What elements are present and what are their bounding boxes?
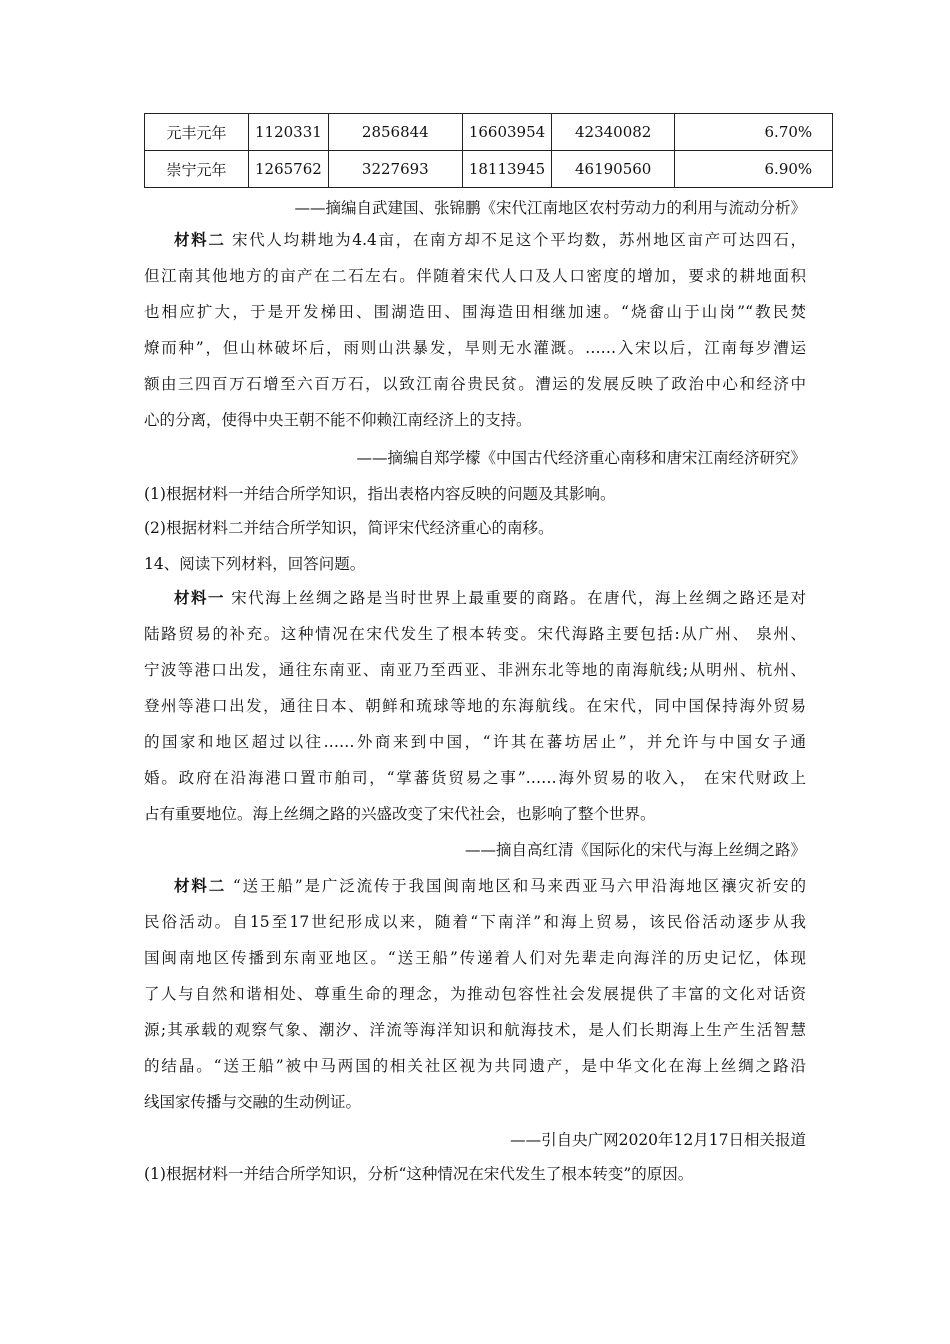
table-row — [145, 151, 833, 188]
material-label: 材料二 — [174, 230, 226, 249]
paragraph-line: 占有重要地位。海上丝绸之路的兴盛改变了宋代社会，也影响了整个世界。 — [144, 805, 656, 823]
paragraph-line: 登州等港口出发，通往日本、朝鲜和琉球等地的东海航线。在宋代，同中国保持海外贸易 — [144, 697, 806, 715]
table-cell: 6.70% — [675, 114, 833, 151]
table-cell: 崇宁元年 — [145, 151, 249, 188]
paragraph-line: 燎而种”，但山林破坏后，雨则山洪暴发，旱则无水灌溉。……入宋以后，江南每岁漕运 — [144, 339, 806, 357]
population-table — [144, 113, 833, 188]
paragraph-line: 材料一 宋代海上丝绸之路是当时世界上最重要的商路。在唐代，海上丝绸之路还是对 — [174, 588, 806, 607]
source-citation: ——摘编自武建国、张锦鹏《宋代江南地区农村劳动力的利用与流动分析》 — [294, 199, 806, 217]
paragraph-line: 婚。政府在沿海港口置市舶司，“掌蕃货贸易之事”……海外贸易的收入， 在宋代财政上 — [144, 769, 806, 787]
table-cell: 6.90% — [675, 151, 833, 188]
table-cell: 18113945 — [462, 151, 551, 188]
paragraph-line: 国闽南地区传播到东南亚地区。“送王船”传递着人们对先辈走向海洋的历史记忆，体现 — [144, 949, 806, 967]
paragraph-line: 源;其承载的观察气象、潮汐、洋流等海洋知识和航海技术，是人们长期海上生产生活智慧 — [144, 1021, 806, 1039]
source-citation: ——摘编自郑学檬《中国古代经济重心南移和唐宋江南经济研究》 — [356, 449, 806, 467]
table-cell: 1265762 — [249, 151, 329, 188]
table-row — [145, 114, 833, 151]
paragraph-line: 的国家和地区超过以往……外商来到中国，“许其在蕃坊居止”，并允许与中国女子通 — [144, 733, 806, 751]
table-cell: 42340082 — [552, 114, 675, 151]
paragraph-line: 了人与自然和谐相处、尊重生命的理念，为推动包容性社会发展提供了丰富的文化对话资 — [144, 985, 806, 1003]
paragraph-line: 线国家传播与交融的生动例证。 — [144, 1093, 362, 1111]
table-cell: 1120331 — [249, 114, 329, 151]
table-cell: 46190560 — [552, 151, 675, 188]
table-cell: 3227693 — [328, 151, 462, 188]
question-item: (1)根据材料一并结合所学知识，指出表格内容反映的问题及其影响。 — [144, 485, 616, 503]
paragraph-line: 民俗活动。自15至17世纪形成以来，随着“下南洋”和海上贸易，该民俗活动逐步从我 — [144, 913, 806, 931]
paragraph-line: 材料二 宋代人均耕地为4.4亩，在南方却不足这个平均数，苏州地区亩产可达四石， — [174, 230, 806, 249]
paragraph-line: 宁波等港口出发，通往东南亚、南亚乃至西亚、非洲东北等地的南海航线;从明州、杭州、 — [144, 661, 806, 679]
paragraph-line: 也相应扩大，于是开发梯田、围湖造田、围海造田相继加速。“烧畲山于山岗”“教民焚 — [144, 303, 806, 321]
paragraph-line: 材料二 “送王船”是广泛流传于我国闽南地区和马来西亚马六甲沿海地区禳灾祈安的 — [174, 876, 806, 895]
paragraph-line: 心的分离，使得中央王朝不能不仰赖江南经济上的支持。 — [144, 411, 532, 429]
material-label: 材料二 — [174, 876, 227, 895]
material-label: 材料一 — [174, 588, 225, 607]
question-item: (1)根据材料一并结合所学知识，分析“这种情况在宋代发生了根本转变”的原因。 — [144, 1165, 694, 1183]
question-heading: 14、阅读下列材料，回答问题。 — [144, 555, 366, 573]
table-cell: 2856844 — [328, 114, 462, 151]
paragraph-line: 额由三四百万石增至六百万石，以致江南谷贵民贫。漕运的发展反映了政治中心和经济中 — [144, 375, 806, 393]
table-cell: 16603954 — [462, 114, 551, 151]
table-cell: 元丰元年 — [145, 114, 249, 151]
question-item: (2)根据材料二并结合所学知识，简评宋代经济重心的南移。 — [144, 519, 554, 537]
source-citation: ——引自央广网2020年12月17日相关报道 — [510, 1131, 806, 1149]
paragraph-line: 的结晶。“送王船”被中马两国的相关社区视为共同遗产，是中华文化在海上丝绸之路沿 — [144, 1057, 806, 1075]
paragraph-line: 但江南其他地方的亩产在二石左右。伴随着宋代人口及人口密度的增加，要求的耕地面积 — [144, 267, 806, 285]
paragraph-line: 陆路贸易的补充。这种情况在宋代发生了根本转变。宋代海路主要包括:从广州、 泉州、 — [144, 625, 806, 643]
source-citation: ——摘自高红清《国际化的宋代与海上丝绸之路》 — [464, 841, 806, 859]
